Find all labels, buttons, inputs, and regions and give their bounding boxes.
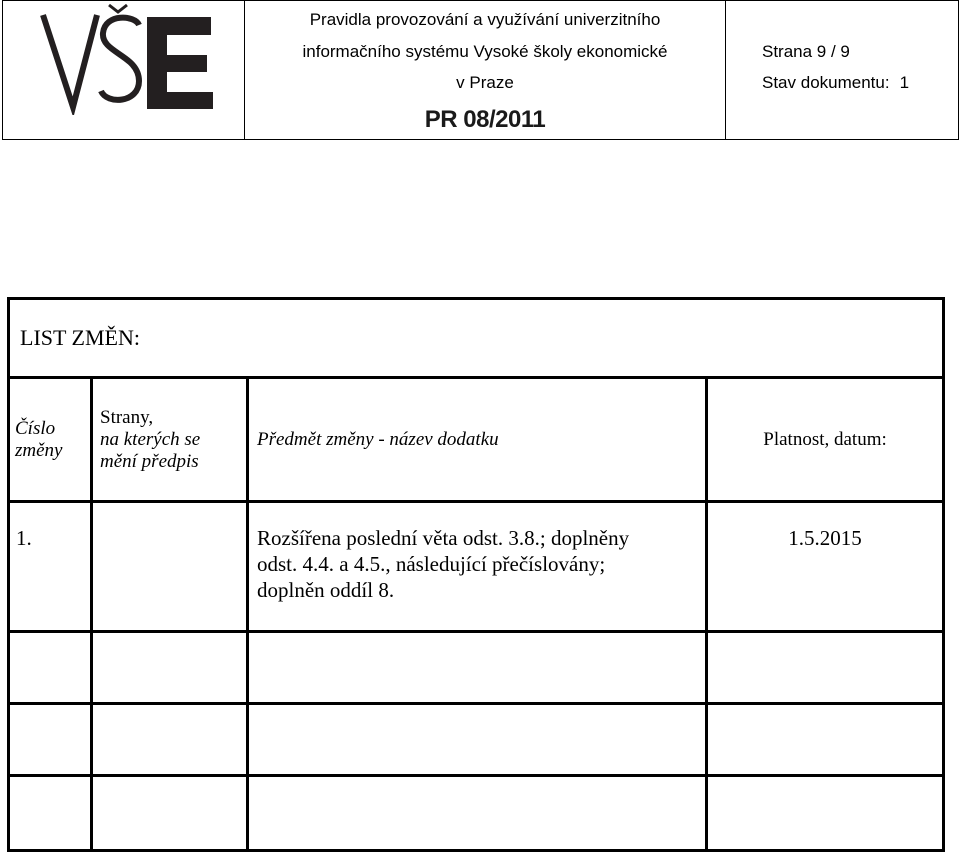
empty-cell [92, 776, 248, 851]
document-header [2, 0, 959, 140]
column-header-number [9, 378, 92, 502]
change-number: 1. [9, 502, 92, 632]
column-header-pages-line-3: mění předpis [100, 450, 199, 472]
column-header-validity: Platnost, datum: [707, 378, 944, 502]
logo-cell [3, 1, 245, 139]
empty-cell [707, 776, 944, 851]
empty-cell [707, 704, 944, 776]
empty-cell [248, 776, 707, 851]
change-validity-date: 1.5.2015 [707, 502, 944, 632]
meta-cell [726, 1, 960, 139]
change-list-header-row [9, 378, 944, 502]
empty-cell [248, 704, 707, 776]
empty-cell [9, 704, 92, 776]
empty-cell [92, 632, 248, 704]
empty-cell [9, 632, 92, 704]
change-subject [248, 502, 707, 632]
page-number: Strana 9 / 9 [762, 42, 850, 61]
column-header-subject: Předmět změny - název dodatku [248, 378, 707, 502]
change-list-table [7, 297, 945, 852]
column-header-pages-line-2: na kterých se [100, 428, 201, 450]
column-header-number-line-1: Číslo [15, 417, 56, 439]
document-code: PR 08/2011 [424, 106, 546, 133]
column-header-number-line-2: změny [15, 439, 63, 461]
empty-table-row [9, 704, 944, 776]
change-subject-line-2: odst. 4.4. a 4.5., následující přečíslovány; [257, 552, 606, 576]
change-list-title: LIST ZMĚN: [9, 299, 944, 378]
title-cell [245, 1, 726, 139]
document-title-line-2: informačního systému Vysoké školy ekonomické [302, 42, 668, 61]
empty-cell [9, 776, 92, 851]
empty-cell [707, 632, 944, 704]
empty-table-row [9, 776, 944, 851]
change-subject-line-3: doplněn oddíl 8. [257, 578, 395, 602]
status-value: 1 [899, 73, 910, 92]
change-pages [92, 502, 248, 632]
column-header-pages-line-1: Strany, [100, 406, 154, 428]
table-row [9, 502, 944, 632]
logo-text [39, 3, 41, 4]
status-label: Stav dokumentu: [762, 73, 890, 92]
document-title-line-1: Pravidla provozování a využívání univerzitního [309, 10, 661, 29]
empty-cell [92, 704, 248, 776]
change-subject-line-1: Rozšířena poslední věta odst. 3.8.; doplněny [257, 526, 630, 550]
change-list-title-row [9, 299, 944, 378]
vse-logo-icon [39, 3, 215, 115]
empty-cell [248, 632, 707, 704]
document-title-line-3: v Praze [456, 73, 514, 92]
column-header-pages [92, 378, 248, 502]
document-status [762, 73, 909, 93]
empty-table-row [9, 632, 944, 704]
